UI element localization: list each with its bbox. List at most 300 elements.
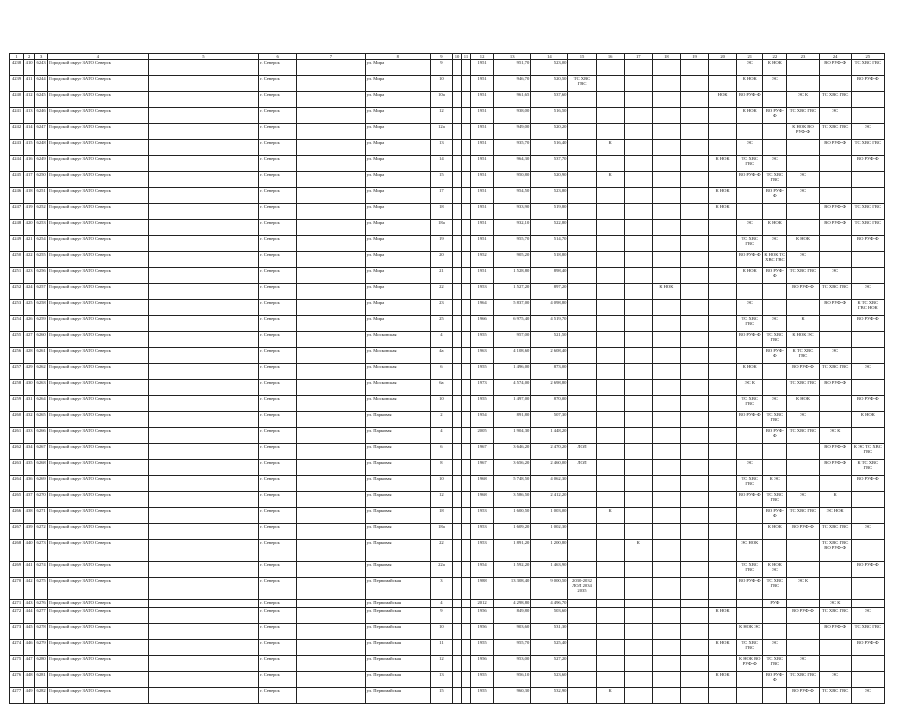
table-cell: 9: [430, 60, 452, 76]
table-cell: ТС ХВС ГВС: [787, 672, 819, 688]
table-cell: ЭС К: [737, 380, 763, 396]
table-cell: ЭС: [763, 640, 787, 656]
table-cell: 1951: [471, 172, 494, 188]
table-cell: [652, 156, 680, 172]
table-cell: [148, 608, 259, 624]
table-cell: [596, 124, 624, 140]
table-cell: [462, 332, 471, 348]
table-cell: [680, 412, 708, 428]
table-cell: 957,00: [494, 332, 531, 348]
table-cell: [452, 268, 461, 284]
table-cell: [680, 380, 708, 396]
table-cell: [462, 188, 471, 204]
table-cell: [568, 204, 596, 220]
table-cell: 4244: [10, 156, 24, 172]
table-cell: 898,40: [531, 268, 568, 284]
table-cell: [652, 92, 680, 108]
table-cell: К НОК: [737, 364, 763, 380]
table-cell: ул. Мира: [365, 268, 430, 284]
table-cell: [568, 688, 596, 704]
table-cell: [680, 124, 708, 140]
table-cell: [148, 156, 259, 172]
table-cell: К НОК: [787, 396, 819, 412]
table-cell: [452, 156, 461, 172]
table-cell: [737, 672, 763, 688]
table-cell: [709, 380, 737, 396]
table-cell: [148, 444, 259, 460]
table-row: [10, 204, 885, 220]
table-cell: 905,20: [494, 252, 531, 268]
table-cell: [787, 460, 819, 476]
table-cell: ТС ХВС ГВС: [851, 204, 884, 220]
table-cell: 521,50: [531, 332, 568, 348]
table-cell: 1 609,20: [494, 524, 531, 540]
housing-register-table: [9, 53, 885, 704]
table-cell: ТС ХВС ГВС: [819, 284, 851, 300]
table-cell: 6279: [35, 640, 48, 656]
table-cell: К НОК: [709, 608, 737, 624]
table-cell: 421: [24, 236, 35, 252]
table-cell: 1966: [471, 316, 494, 332]
table-cell: г. Северск: [259, 252, 297, 268]
table-cell: [624, 562, 652, 578]
table-cell: [709, 332, 737, 348]
table-cell: [297, 220, 365, 236]
table-cell: [819, 412, 851, 428]
table-cell: [596, 396, 624, 412]
table-row: [10, 492, 885, 508]
table-cell: [596, 380, 624, 396]
table-cell: [787, 600, 819, 608]
table-cell: 12: [430, 108, 452, 124]
table-cell: 446: [24, 640, 35, 656]
table-cell: г. Северск: [259, 460, 297, 476]
table-row: [10, 524, 885, 540]
table-cell: 4 519,70: [531, 316, 568, 332]
table-cell: 6273: [35, 540, 48, 562]
table-cell: г. Северск: [259, 108, 297, 124]
table-cell: [452, 332, 461, 348]
table-cell: г. Северск: [259, 124, 297, 140]
table-cell: [462, 540, 471, 562]
table-cell: [148, 600, 259, 608]
table-cell: [148, 172, 259, 188]
table-cell: ТС ХВС ГВС: [763, 172, 787, 188]
table-cell: [787, 220, 819, 236]
table-cell: 1 003,00: [531, 508, 568, 524]
table-cell: Городской округ ЗАТО Северск: [48, 284, 148, 300]
table-cell: [568, 124, 596, 140]
table-cell: [462, 600, 471, 608]
table-cell: [624, 600, 652, 608]
column-number-header: 1: [10, 54, 24, 60]
table-cell: 4251: [10, 268, 24, 284]
table-cell: [297, 640, 365, 656]
table-cell: [624, 380, 652, 396]
table-cell: [624, 608, 652, 624]
column-number-header: 12: [471, 54, 494, 60]
table-cell: [596, 428, 624, 444]
table-cell: [787, 60, 819, 76]
table-cell: [737, 188, 763, 204]
table-cell: [297, 124, 365, 140]
table-cell: ТС ХВС ГВС: [851, 140, 884, 156]
table-cell: 1 448,20: [531, 428, 568, 444]
column-number-header: 7: [297, 54, 365, 60]
table-cell: [624, 268, 652, 284]
table-cell: [787, 156, 819, 172]
column-number-header: 14: [531, 54, 568, 60]
table-row: [10, 332, 885, 348]
table-cell: [787, 562, 819, 578]
table-cell: [148, 284, 259, 300]
table-cell: [452, 624, 461, 640]
table-cell: 6281: [35, 672, 48, 688]
table-cell: ТС ХВС ГВС: [819, 124, 851, 140]
table-cell: ЭС: [819, 108, 851, 124]
table-cell: Городской округ ЗАТО Северск: [48, 76, 148, 92]
table-cell: К НОК: [737, 76, 763, 92]
table-cell: ЭС: [787, 172, 819, 188]
table-cell: [652, 608, 680, 624]
table-cell: 6256: [35, 268, 48, 284]
table-cell: [462, 268, 471, 284]
table-cell: [297, 524, 365, 540]
table-cell: ЭС: [737, 220, 763, 236]
table-cell: [148, 578, 259, 600]
table-cell: [452, 444, 461, 460]
table-cell: Городской округ ЗАТО Северск: [48, 268, 148, 284]
table-cell: [680, 624, 708, 640]
table-cell: ВО РУФ-Ф: [819, 60, 851, 76]
table-cell: [680, 600, 708, 608]
table-row: [10, 172, 885, 188]
table-cell: [596, 460, 624, 476]
table-cell: 425: [24, 300, 35, 316]
table-cell: 1973: [471, 380, 494, 396]
table-cell: ул. Мира: [365, 92, 430, 108]
table-cell: [568, 364, 596, 380]
table-cell: 441: [24, 562, 35, 578]
table-cell: 6: [430, 444, 452, 460]
table-cell: [851, 656, 884, 672]
table-cell: [709, 220, 737, 236]
table-cell: 4248: [10, 220, 24, 236]
table-cell: [709, 172, 737, 188]
table-cell: 6248: [35, 140, 48, 156]
table-cell: г. Северск: [259, 364, 297, 380]
table-cell: [297, 316, 365, 332]
table-cell: [680, 172, 708, 188]
table-cell: 956,10: [494, 672, 531, 688]
table-cell: 420: [24, 220, 35, 236]
table-cell: ТС ХВС ГВС: [851, 624, 884, 640]
table-cell: 6252: [35, 204, 48, 220]
table-cell: 18: [430, 204, 452, 220]
table-cell: ВО РУФ-Ф: [851, 396, 884, 412]
table-cell: [148, 252, 259, 268]
table-cell: [652, 380, 680, 396]
table-cell: 10: [430, 396, 452, 412]
table-cell: [462, 300, 471, 316]
table-cell: ЭС: [851, 608, 884, 624]
table-cell: [462, 444, 471, 460]
table-cell: [462, 76, 471, 92]
table-cell: [709, 444, 737, 460]
table-row: [10, 236, 885, 252]
table-cell: г. Северск: [259, 608, 297, 624]
table-cell: 4250: [10, 252, 24, 268]
table-row: [10, 608, 885, 624]
table-cell: [452, 76, 461, 92]
table-cell: [462, 220, 471, 236]
table-cell: ВО РУФ-Ф: [737, 252, 763, 268]
table-cell: [819, 396, 851, 412]
table-row: [10, 412, 885, 428]
table-cell: 4242: [10, 124, 24, 140]
column-number-header: 22: [763, 54, 787, 60]
table-cell: [148, 76, 259, 92]
table-cell: ВО РУФ-Ф: [763, 268, 787, 284]
table-cell: [652, 300, 680, 316]
table-cell: К НОК: [709, 640, 737, 656]
table-cell: 1 527,20: [494, 284, 531, 300]
table-cell: [680, 444, 708, 460]
table-cell: ул. Парковая: [365, 412, 430, 428]
table-cell: К НОК ЭС: [763, 562, 787, 578]
table-cell: [624, 492, 652, 508]
table-cell: 4272: [10, 608, 24, 624]
table-cell: ТС ХВС ГВС: [737, 640, 763, 656]
table-cell: Городской округ ЗАТО Северск: [48, 364, 148, 380]
table-row: [10, 688, 885, 704]
table-cell: [297, 578, 365, 600]
table-cell: г. Северск: [259, 268, 297, 284]
table-cell: [452, 348, 461, 364]
table-cell: [763, 380, 787, 396]
table-cell: [297, 460, 365, 476]
table-cell: 6247: [35, 124, 48, 140]
table-cell: ул. Первомайская: [365, 624, 430, 640]
table-cell: ТС ХВС ГВС ВО РУФ-Ф: [819, 540, 851, 562]
table-cell: [624, 428, 652, 444]
table-cell: [596, 640, 624, 656]
table-cell: ул. Первомайская: [365, 608, 430, 624]
table-cell: 1951: [471, 108, 494, 124]
table-cell: [452, 108, 461, 124]
table-cell: [297, 624, 365, 640]
table-cell: [462, 508, 471, 524]
table-cell: 1955: [471, 672, 494, 688]
table-cell: 6254: [35, 236, 48, 252]
table-cell: 6246: [35, 108, 48, 124]
table-cell: ул. Мира: [365, 252, 430, 268]
table-cell: [148, 188, 259, 204]
table-cell: [462, 524, 471, 540]
table-cell: 2 460,00: [531, 460, 568, 476]
table-cell: 445: [24, 624, 35, 640]
table-cell: [737, 444, 763, 460]
table-cell: [452, 300, 461, 316]
table-cell: г. Северск: [259, 476, 297, 492]
table-cell: ЛОЛ: [568, 444, 596, 460]
table-cell: [680, 672, 708, 688]
table-cell: ЭС: [737, 140, 763, 156]
table-cell: ЭС: [851, 284, 884, 300]
table-cell: [680, 156, 708, 172]
table-cell: 4270: [10, 578, 24, 600]
table-cell: [462, 412, 471, 428]
table-cell: ТС ХВС ГВС: [763, 578, 787, 600]
table-cell: [652, 578, 680, 600]
table-cell: 429: [24, 364, 35, 380]
table-cell: [148, 540, 259, 562]
table-cell: Городской округ ЗАТО Северск: [48, 460, 148, 476]
table-cell: Городской округ ЗАТО Северск: [48, 348, 148, 364]
table-cell: Городской округ ЗАТО Северск: [48, 578, 148, 600]
table-cell: [462, 284, 471, 300]
table-cell: 4276: [10, 672, 24, 688]
table-cell: 4238: [10, 60, 24, 76]
table-cell: [596, 492, 624, 508]
table-cell: 426: [24, 316, 35, 332]
table-cell: 413: [24, 108, 35, 124]
table-cell: ул. Первомайская: [365, 640, 430, 656]
table-cell: [462, 380, 471, 396]
table-cell: Городской округ ЗАТО Северск: [48, 332, 148, 348]
table-cell: 10а: [430, 92, 452, 108]
table-cell: ВО РУФ-Ф: [819, 220, 851, 236]
table-cell: 6266: [35, 428, 48, 444]
table-cell: 1953: [471, 524, 494, 540]
table-cell: 1 002,30: [531, 524, 568, 540]
table-cell: г. Северск: [259, 236, 297, 252]
table-cell: [297, 284, 365, 300]
table-cell: [737, 508, 763, 524]
table-row: [10, 108, 885, 124]
table-cell: [624, 140, 652, 156]
table-cell: 1 904,30: [494, 428, 531, 444]
table-cell: 4 298,80: [494, 600, 531, 608]
table-cell: 422: [24, 252, 35, 268]
table-cell: [596, 316, 624, 332]
table-cell: 15: [430, 688, 452, 704]
table-cell: [462, 672, 471, 688]
table-cell: [680, 300, 708, 316]
table-cell: 1951: [471, 124, 494, 140]
table-cell: ВО РУФ-Ф: [851, 640, 884, 656]
table-cell: 516,40: [531, 140, 568, 156]
table-cell: [709, 348, 737, 364]
table-cell: 4274: [10, 640, 24, 656]
table-cell: ВО РУФ-Ф: [737, 92, 763, 108]
table-cell: [819, 562, 851, 578]
table-cell: [763, 124, 787, 140]
table-cell: [596, 332, 624, 348]
table-cell: 417: [24, 172, 35, 188]
table-cell: [452, 396, 461, 412]
table-cell: [819, 476, 851, 492]
table-cell: К ТС ХВС ГВС: [851, 460, 884, 476]
table-cell: ул. Парковая: [365, 444, 430, 460]
table-cell: 6278: [35, 624, 48, 640]
table-cell: [680, 508, 708, 524]
table-cell: ул. Мира: [365, 60, 430, 76]
table-cell: ТС ХВС ГВС: [787, 108, 819, 124]
table-cell: [452, 640, 461, 656]
table-cell: [851, 492, 884, 508]
table-row: [10, 92, 885, 108]
table-cell: 5 748,50: [494, 476, 531, 492]
table-cell: [851, 428, 884, 444]
table-cell: 1955: [471, 640, 494, 656]
table-cell: г. Северск: [259, 300, 297, 316]
table-cell: [851, 108, 884, 124]
table-cell: 1954: [471, 562, 494, 578]
table-cell: ВО РУФ-Ф: [763, 428, 787, 444]
table-cell: 10: [430, 476, 452, 492]
table-cell: 12: [430, 656, 452, 672]
table-cell: [709, 236, 737, 252]
table-cell: [568, 284, 596, 300]
table-cell: ул. Московская: [365, 380, 430, 396]
table-cell: 12а: [430, 124, 452, 140]
table-cell: [452, 252, 461, 268]
table-cell: Городской округ ЗАТО Северск: [48, 204, 148, 220]
table-cell: 1 891,20: [494, 540, 531, 562]
table-cell: 13: [430, 672, 452, 688]
table-cell: [297, 252, 365, 268]
table-cell: [763, 624, 787, 640]
table-cell: [452, 460, 461, 476]
table-cell: [652, 412, 680, 428]
table-cell: [297, 268, 365, 284]
table-cell: 433: [24, 428, 35, 444]
table-cell: [148, 60, 259, 76]
table-row: [10, 284, 885, 300]
table-cell: г. Северск: [259, 172, 297, 188]
table-cell: [462, 172, 471, 188]
table-row: [10, 188, 885, 204]
table-cell: [851, 508, 884, 524]
table-cell: [148, 108, 259, 124]
table-cell: 1953: [471, 284, 494, 300]
table-cell: 1951: [471, 76, 494, 92]
table-cell: 448: [24, 672, 35, 688]
table-cell: г. Северск: [259, 540, 297, 562]
table-cell: 6: [430, 364, 452, 380]
table-cell: 4 496,70: [531, 600, 568, 608]
table-cell: ЭС: [787, 412, 819, 428]
table-cell: Городской округ ЗАТО Северск: [48, 476, 148, 492]
table-cell: ТС ХВС ГВС: [819, 524, 851, 540]
table-cell: [462, 460, 471, 476]
table-cell: 436: [24, 476, 35, 492]
table-cell: [819, 640, 851, 656]
table-cell: [652, 656, 680, 672]
table-cell: 22а: [430, 562, 452, 578]
table-cell: [851, 332, 884, 348]
table-cell: К: [596, 688, 624, 704]
table-cell: [462, 492, 471, 508]
table-cell: [652, 492, 680, 508]
table-cell: ВО РУФ-Ф: [787, 688, 819, 704]
table-cell: 6245: [35, 92, 48, 108]
table-cell: 4243: [10, 140, 24, 156]
table-row: [10, 140, 885, 156]
table-cell: ВО РУФ-Ф: [851, 76, 884, 92]
table-cell: [462, 348, 471, 364]
